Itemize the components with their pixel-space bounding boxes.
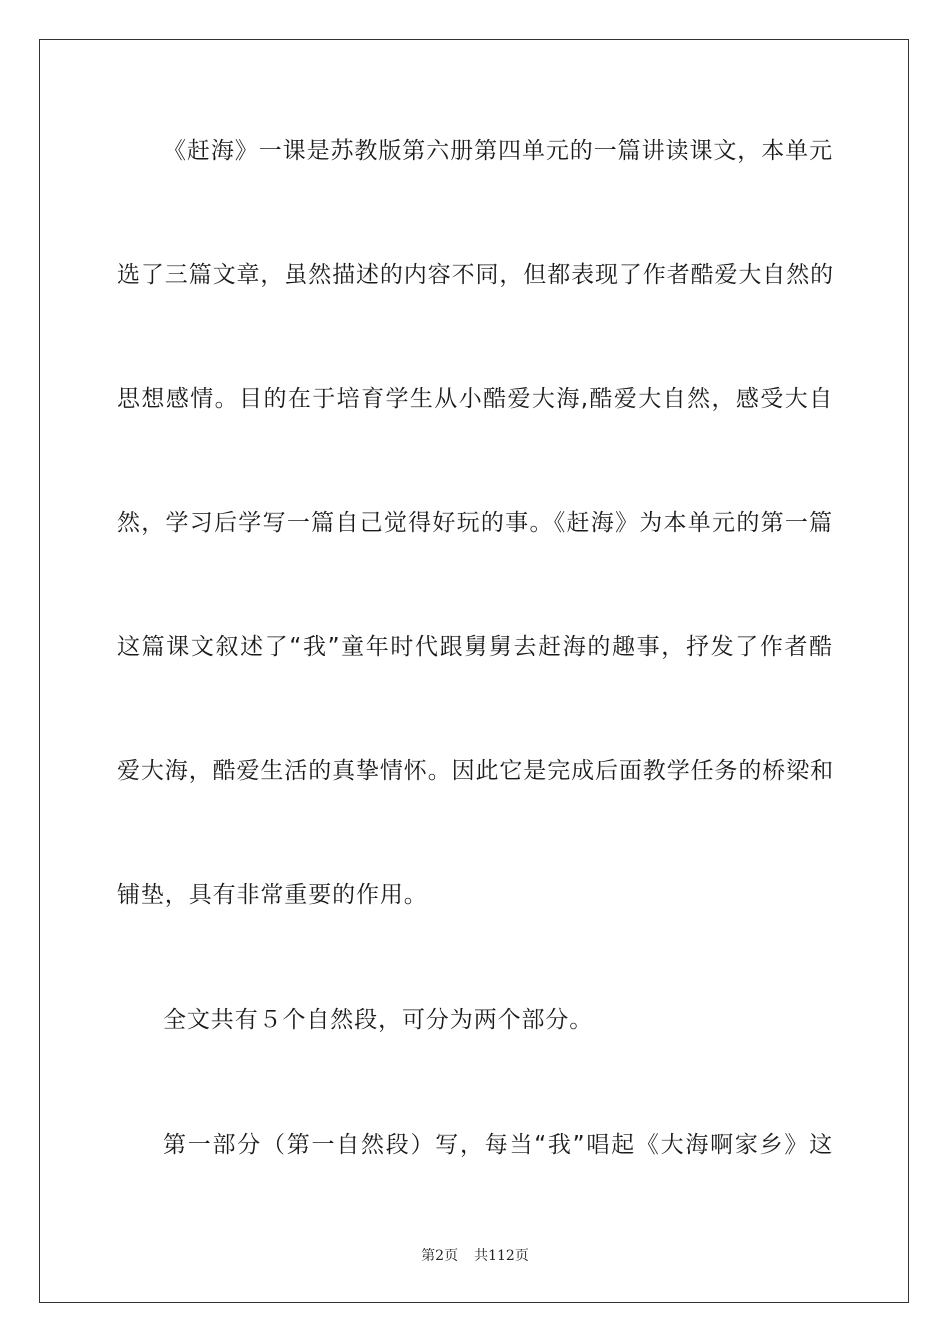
paragraph-line-4: 然，学习后学写一篇自己觉得好玩的事。《赶海》为本单元的第一篇 (117, 510, 833, 536)
page-footer (0, 1247, 950, 1265)
total-pages: 共112页 (474, 1248, 529, 1264)
paragraph-line-5: 这篇课文叙述了“我”童年时代跟舅舅去赶海的趣事，抒发了作者酷 (117, 634, 833, 660)
page-number: 第2页 (421, 1248, 459, 1264)
paragraph-line-6: 爱大海，酷爱生活的真挚情怀。因此它是完成后面教学任务的桥梁和 (117, 758, 834, 784)
paragraph-line-8: 全文共有５个自然段，可分为两个部分。 (163, 1007, 594, 1033)
paragraph-line-7: 铺垫，具有非常重要的作用。 (117, 882, 428, 908)
paragraph-line-2: 选了三篇文章，虽然描述的内容不同，但都表现了作者酷爱大自然的 (117, 262, 834, 288)
page-border (39, 39, 909, 1303)
paragraph-line-1: 《赶海》一课是苏教版第六册第四单元的一篇讲读课文，本单元 (163, 138, 833, 164)
paragraph-line-9: 第一部分（第一自然段）写，每当“我”唱起《大海啊家乡》这 (163, 1132, 833, 1158)
paragraph-line-3: 思想感情。目的在于培育学生从小酷爱大海,酷爱大自然，感受大自 (117, 386, 833, 412)
